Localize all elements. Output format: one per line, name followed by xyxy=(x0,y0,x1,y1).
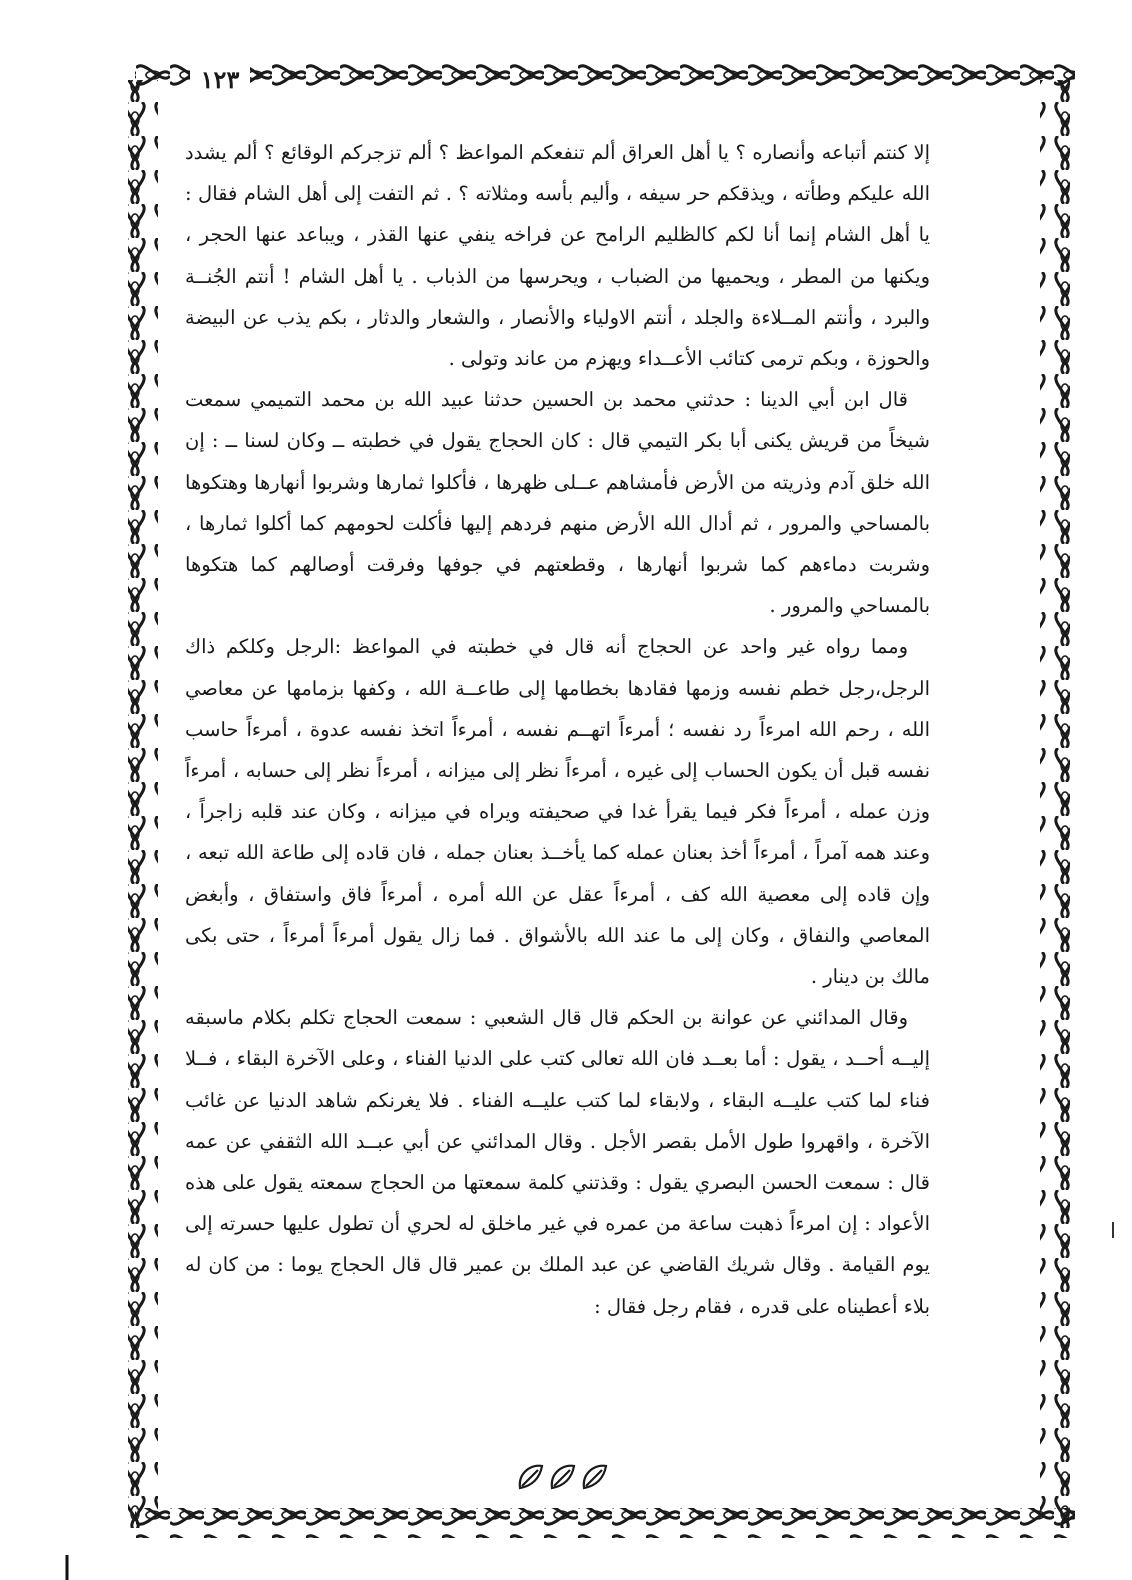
paragraph: قال ابن أبي الدينا : حدثني محمد بن الحسين حدثنا عبيد الله بن محمد التميمي سمعت شيخاً من قريش يكنى أبا بكر التيمي قال : كان الحجاج يقول في خطبته ــ وكان لسنا ــ : إن الله خلق آدم وذريته من الأرض فأمشاهم عــلى ظهرها ، فأكلوا ثمارها وشربوا أنهارها وهتكوها بالمساحي والمرور ، ثم أدال الله الأرض منهم فردهم إليها فأكلت لحومهم كما أكلوا ثمارها ، وشربت دماءهم كما شربوا أنهارها ، وقطعتهم في جوفها وفرقت أوصالهم كما هتكوها بالمساحي والمرور . xyxy=(185,388,930,618)
paragraph: وقال المدائني عن عوانة بن الحكم قال قال الشعبي : سمعت الحجاج تكلم بكلام ماسبقه إليــه أحــد ، يقول : أما بعــد فان الله تعالى كتب على الدنيا الفناء ، وعلى الآخرة البقاء ، فــلا فناء لما كتب عليــه البقاء ، ولابقاء لما كتب عليــه الفناء . فلا يغرنكم شاهد الدنيا عن غائب الآخرة ، واقهروا طول الأمل بقصر الأجل . وقال المدائني عن أبي عبــد الله الثقفي عن عمه قال : سمعت الحسن البصري يقول : وقذتني كلمة سمعتها من الحجاج سمعته يقول على هذه الأعواد : إن امرءاً ذهبت ساعة من عمره في غير ماخلق له لحري أن تطول عليها حسرته إلى يوم القيامة . وقال شريك القاضي عن عبد الملك بن عمير قال قال الحجاج يوما : من كان له بلاء أعطيناه على قدره ، فقام رجل فقال : xyxy=(185,1006,930,1318)
page-number: ١٢٣ xyxy=(190,60,250,100)
scan-mark xyxy=(1108,1220,1118,1240)
body-text xyxy=(185,132,930,1502)
scan-mark xyxy=(62,1555,72,1580)
paragraph: ومما رواه غير واحد عن الحجاج أنه قال في خطبته في المواعظ :الرجل وكلكم ذاك الرجل،رجل خطم نفسه وزمها فقادها بخطامها إلى طاعــة الله ، وكفها بزمامها عن معاصي الله ، رحم الله امرءاً رد نفسه ؛ أمرءاً اتهــم نفسه ، أمرءاً اتخذ نفسه عدوة ، أمرءاً حاسب نفسه قبل أن يكون الحساب إلى غيره ، أمرءاً نظر إلى ميزانه ، أمرءاً نظر إلى حسابه ، أمرءاً وزن عمله ، أمرءاً فكر فيما يقرأ غدا في صحيفته ويراه في ميزانه ، وكان عند قلبه زاجراً ، وعند همه آمراً ، أمرءاً أخذ بعنان عمله كما يأخــذ بعنان جمله ، فان قاده إلى طاعة الله تبعه ، وإن قاده إلى معصية الله كف ، أمرءاً عقل عن الله أمره ، أمرءاً فاق واستفاق ، وأبغض المعاصي والنفاق ، وكان إلى ما عند الله بالأشواق . فما زال يقول أمرءاً أمرءاً ، حتى بكى مالك بن دينار . xyxy=(185,635,930,989)
paragraph: إلا كنتم أتباعه وأنصاره ؟ يا أهل العراق ألم تنفعكم المواعظ ؟ ألم تزجركم الوقائع ؟ ألم يشدد الله عليكم وطأته ، ويذقكم حر سيفه ، وأليم بأسه ومثلاته ؟ . ثم التفت إلى أهل الشام فقال : يا أهل الشام إنما أنا لكم كالظليم الرامح عن فراخه ينفي عنها القذر ، ويباعد عنها الحجر ، ويكنها من المطر ، ويحميها من الضباب ، ويحرسها من الذباب . يا أهل الشام ! أنتم الجُنــة والبرد ، وأنتم المــلاءة والجلد ، أنتم الاولياء والأنصار ، والشعار والدثار ، بكم يذب عن البيضة والحوزة ، وبكم ترمى كتائب الأعــداء ويهزم من عاند وتولى . xyxy=(185,141,930,371)
leaf-ornament-icon xyxy=(510,1458,620,1494)
